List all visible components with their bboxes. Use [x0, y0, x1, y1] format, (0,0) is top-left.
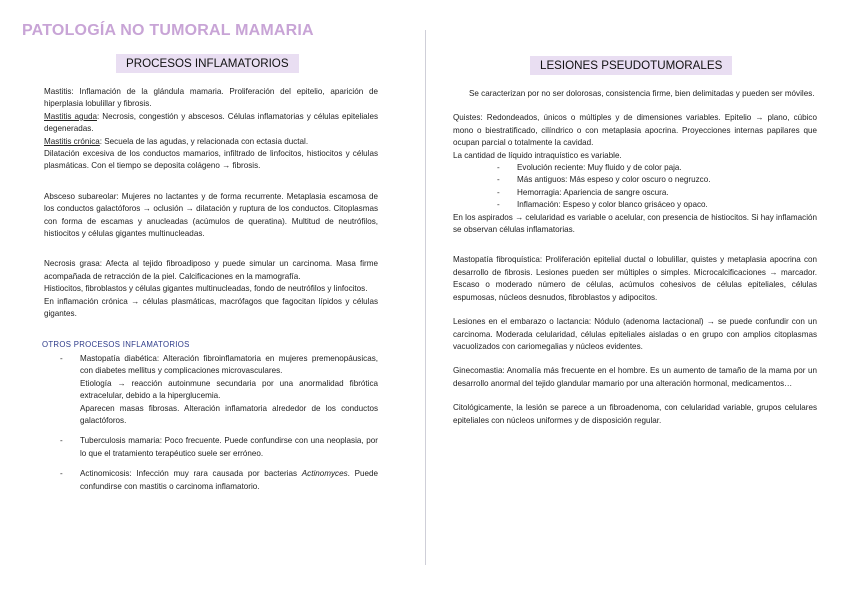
mastitis-cronica-text: : Secuela de las agudas, y relacionada con ectasia ductal.	[99, 136, 309, 146]
mastitis-cronica-paragraph	[44, 136, 378, 148]
embarazo-lactancia-paragraph: Lesiones en el embarazo o lactancia: Nódulo (adenoma lactacional) → se puede confundir con un carcinoma. Moderada celularidad, células epiteliales aisladas o en grupo con amplios citoplasmas vacuolizados con cariomegalias y núcleos evidentes.	[453, 317, 817, 351]
tuberculosis-text: Tuberculosis mamaria: Poco frecuente. Puede confundirse con una neoplasia, por lo que el tratamiento terapéutico suele ser erróneo.	[80, 436, 378, 458]
section-heading-procesos-inflamatorios: PROCESOS INFLAMATORIOS	[116, 54, 299, 73]
quistes-aspirados-paragraph: En los aspirados → celularidad es variable o acelular, con presencia de histiocitos. Si hay inflamación se observan células inflamatorias.	[453, 212, 817, 235]
quistes-item-text: Evolución reciente: Muy fluido y de color paja.	[517, 163, 682, 173]
mastitis-cronica-label: Mastitis crónica	[44, 136, 100, 146]
quistes-liquido-paragraph: La cantidad de líquido intraquístico es variable.	[453, 150, 622, 160]
bullet-dash: -	[497, 163, 500, 173]
actinomicosis-text	[80, 468, 378, 493]
quistes-paragraph: Quistes: Redondeados, únicos o múltiples y de dimensiones variables. Epitelio → plano, cúbico mono o biestratificado, cilíndrico o con metaplasia apocrina. Proyecciones internas papilares que ocupan parcial o totalmente la cavidad.	[453, 113, 817, 148]
list-item	[44, 468, 378, 493]
list-item	[44, 353, 378, 427]
quistes-item-text: Inflamación: Espeso y color blanco grisáceo y opaco.	[517, 200, 708, 210]
list-item	[453, 174, 817, 186]
mastopatia-masas-text: Aparecen masas fibrosas. Alteración inflamatoria alrededor de los conductos galactóforos.	[80, 403, 378, 425]
necrosis-cronica-paragraph: En inflamación crónica → células plasmáticas, macrófagos que fagocitan lípidos y células gigantes.	[44, 296, 378, 319]
citologia-paragraph: Citológicamente, la lesión se parece a un fibroadenoma, con celularidad variable, grupos celulares epiteliales con núcleos uniformes y de disposición regular.	[453, 403, 817, 425]
left-column	[44, 86, 378, 501]
mastopatia-fibroquistica-paragraph: Mastopatía fibroquística: Proliferación epitelial ductal o lobulillar, quistes y metaplasia apocrina con desarrollo de fibrosis. Lesiones pueden ser múltiples o simples. Microcalcificaciones → marcador. Escaso o moderado número de células, acúmulos cohesivos de células epiteliales, células espumosas, núcleos desnudos, fibroblastos y adipocitos.	[453, 255, 817, 302]
quistes-item-text: Hemorragia: Apariencia de sangre oscura.	[517, 187, 669, 197]
mastitis-dilatacion-paragraph: Dilatación excesiva de los conductos mamarios, infiltrado de linfocitos, histiocitos y células plasmáticas. Con el tiempo se deposita colágeno → fibrosis.	[44, 149, 378, 171]
mastopatia-etiologia-text: Etiología → reacción autoinmune secundaria por una anormalidad fibrótica extracelular, debido a la hiperglucemia.	[80, 378, 378, 401]
bullet-dash: -	[497, 187, 500, 197]
actinomicosis-text-end: . Puede confundirse con mastitis o carcinoma inflamatorio.	[80, 469, 378, 491]
bullet-dash: -	[60, 469, 63, 479]
list-item	[44, 435, 378, 460]
otros-procesos-list	[44, 353, 378, 493]
right-column	[453, 88, 817, 427]
bullet-dash: -	[497, 200, 500, 210]
pseudotumorales-intro: Se caracterizan por no ser dolorosas, consistencia firme, bien delimitadas y pueden ser móviles.	[469, 89, 815, 98]
quistes-item-text: Más antiguos: Más espeso y color oscuro o negruzco.	[517, 175, 711, 185]
mastitis-paragraph: Mastitis: Inflamación de la glándula mamaria. Proliferación del epitelio, aparición de hiperplasia lobulillar y fibrosis.	[44, 87, 378, 109]
mastitis-aguda-label: Mastitis aguda	[44, 111, 97, 121]
mastitis-aguda-paragraph	[44, 111, 378, 136]
list-item	[453, 162, 817, 174]
column-divider	[425, 30, 426, 565]
actinomicosis-text-part: Actinomicosis: Infección muy rara causada por bacterias	[80, 469, 302, 479]
absceso-paragraph: Absceso subareolar: Mujeres no lactantes y de forma recurrente. Metaplasia escamosa de los conductos galactóforos → oclusión → dilatación y ruptura de los conductos. Citoplasmas con forma de escamas y anucleadas (acúmulos de queratina). Multitud de neutrófilos, histiocitos y células gigantes multinucleadas.	[44, 191, 378, 239]
list-item	[453, 199, 817, 211]
section-heading-lesiones-pseudotumorales: LESIONES PSEUDOTUMORALES	[530, 56, 732, 75]
ginecomastia-paragraph: Ginecomastia: Anomalía más frecuente en el hombre. Es un aumento de tamaño de la mama por un desarrollo anormal del tejido glandular mamario por una alteración hormonal, medicamentos…	[453, 366, 817, 388]
bullet-dash: -	[60, 353, 63, 363]
quistes-list	[453, 162, 817, 212]
necrosis-histiocitos-paragraph: Histiocitos, fibroblastos y células gigantes multinucleadas, fondo de neutrófilos y linfocitos.	[44, 284, 368, 294]
necrosis-paragraph: Necrosis grasa: Afecta al tejido fibroadiposo y puede simular un carcinoma. Masa firme acompañada de retracción de la piel. Calcificaciones en la mamografía.	[44, 259, 378, 281]
otros-procesos-heading: OTROS PROCESOS INFLAMATORIOS	[42, 339, 190, 349]
mastitis-aguda-text: : Necrosis, congestión y abscesos. Células inflamatorias y células epiteliales degeneradas.	[44, 111, 379, 134]
bullet-dash: -	[60, 436, 63, 446]
actinomyces-italic: Actinomyces	[301, 469, 348, 479]
bullet-dash: -	[497, 175, 500, 185]
page-title: PATOLOGÍA NO TUMORAL MAMARIA	[22, 22, 314, 39]
list-item	[453, 187, 817, 199]
mastopatia-diabetica-text: Mastopatía diabética: Alteración fibroinflamatoria en mujeres premenopáusicas, con diabetes mellitus y complicaciones microvasculares.	[80, 353, 378, 376]
